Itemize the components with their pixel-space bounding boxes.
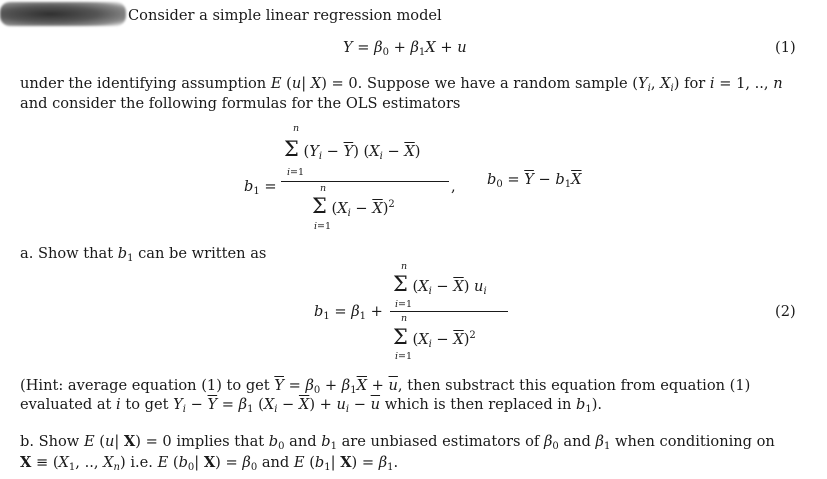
eq2-denominator: Σ $(X_i - \overline{X})^2$	[393, 325, 476, 350]
equation-number-2: (2)	[775, 303, 796, 320]
redacted-label	[0, 2, 126, 26]
eq2-numerator: Σ $(X_i - \overline{X})$ $u_i$	[393, 272, 487, 297]
b1-denominator: Σ $(X_i - \overline{X})^2$	[312, 194, 395, 219]
b1-label: $b_1$ =	[244, 178, 277, 197]
part-b-line-2: $X \equiv (X_1$, .., $X_n$) i.e. E ($b_0|$ $X) = \beta_0$ and E ($b_1|$ $X) = \beta_1$.	[20, 454, 399, 473]
sum2-upper-n-den: n	[401, 313, 408, 324]
hint-line-2: evaluated at i to get $Y_i - \overline{Y} = \beta_1$ $(X_i - \overline{X}) + u_i - \overline{u}$ which is then replaced in $b_1$).	[20, 396, 603, 415]
b0-formula: $b_0 = \overline{Y} - b_1\overline{X}$	[487, 171, 582, 190]
equation-number-1: (1)	[775, 39, 796, 56]
model-equation: $Y = \beta_0 + \beta_1X + u$	[343, 39, 467, 58]
sum-upper-n-den: n	[320, 183, 327, 194]
assumption-line: under the identifying assumption E (u| X) = 0. Suppose we have a random sample ($Y_i$, $X_i$) for i = 1, .., n	[20, 75, 783, 94]
part-a-text: a. Show that $b_1$ can be written as	[20, 245, 267, 264]
sum2-lower-i1: i=1	[395, 299, 413, 310]
b1-beta-label: $b_1 = \beta_1$ +	[314, 303, 383, 322]
eq2-fraction-bar	[390, 311, 508, 312]
sum-lower-i1: i=1	[287, 167, 305, 178]
comma: ,	[451, 178, 456, 195]
ols-intro-line: and consider the following formulas for the OLS estimators	[20, 95, 461, 112]
sum-upper-n: n	[293, 123, 300, 134]
part-b-line-1: b. Show E (u| X) = 0 implies that $b_0$ and $b_1$ are unbiased estimators of $\beta_0$ and $\beta_1$ when conditioning on	[20, 433, 775, 452]
sum2-upper-n: n	[401, 261, 408, 272]
b1-numerator: Σ $(Y_i - \overline{Y}) (X_i - \overline{X})$	[284, 137, 421, 162]
sum2-lower-i1-den: i=1	[395, 351, 413, 362]
intro-text: Consider a simple linear regression model	[128, 7, 442, 24]
hint-line-1: (Hint: average equation (1) to get $\overline{Y} = \beta_0 + \beta_1\overline{X} + \overline{u}$, then substract this equation from equation (1)	[20, 377, 751, 396]
b1-fraction-bar	[281, 181, 449, 182]
sum-lower-i1-den: i=1	[314, 221, 332, 232]
